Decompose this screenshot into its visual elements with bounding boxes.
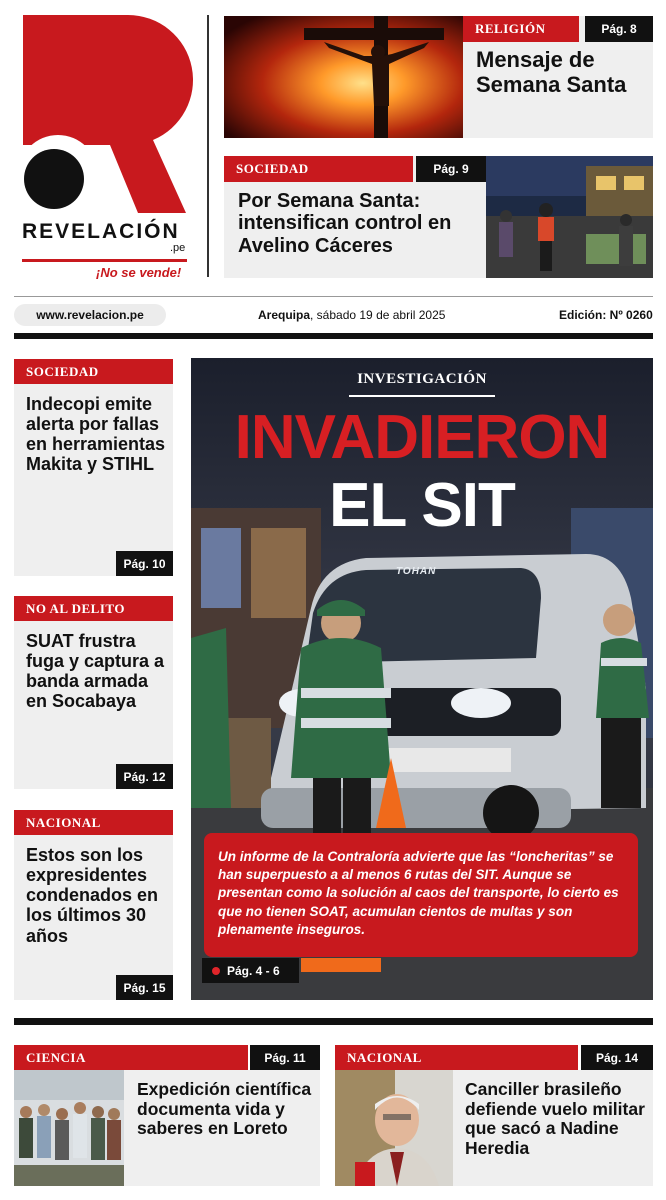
date-line <box>258 308 445 322</box>
story-headline[interactable]: Expedición científica documenta vida y saberes en Loreto <box>137 1079 312 1139</box>
brand-name: REVELACIÓN <box>22 220 180 243</box>
crucifix-sunset-photo <box>224 16 463 138</box>
website-pill[interactable]: www.revelacion.pe <box>14 304 166 326</box>
section-tag[interactable]: SOCIEDAD <box>224 156 413 182</box>
edition <box>559 308 653 322</box>
date: , sábado 19 de abril 2025 <box>310 308 446 322</box>
story-headline[interactable]: Mensaje de Semana Santa <box>476 47 627 97</box>
revelacion-r-logo-icon <box>18 15 193 220</box>
page-label: Pág. 4 - 6 <box>227 963 280 978</box>
expedition-group-photo <box>14 1070 124 1186</box>
logo-divider <box>22 259 187 262</box>
section-tag[interactable]: SOCIEDAD <box>14 359 173 384</box>
page-tag[interactable]: Pág. 15 <box>116 975 173 1000</box>
info-bar-bottom-rule <box>14 333 653 339</box>
section-tag[interactable]: RELIGIÓN <box>463 16 579 42</box>
section-tag[interactable]: NACIONAL <box>14 810 173 835</box>
story-headline[interactable]: Indecopi emite alerta por fallas en herramientas Makita y STIHL <box>26 394 166 475</box>
info-bar-top-rule <box>14 296 653 297</box>
page-tag[interactable]: Pág. 9 <box>416 156 486 182</box>
top-story-religion[interactable] <box>224 16 653 138</box>
market-night-photo <box>486 156 653 278</box>
masthead-logo[interactable] <box>18 15 193 280</box>
main-page-tag[interactable] <box>202 958 299 983</box>
left-story-2[interactable] <box>14 596 173 789</box>
main-headline-line1[interactable]: INVADIERON <box>234 403 610 472</box>
brand-slogan: ¡No se vende! <box>96 265 182 280</box>
brand-domain-suffix: .pe <box>170 242 186 254</box>
main-headline-line2[interactable]: EL SIT <box>329 471 515 540</box>
chancellor-photo <box>335 1070 453 1186</box>
edition-label: Edición: <box>559 308 610 322</box>
summary-text: Un informe de la Contraloría advierte que las “loncheritas” se han superpuesto a al menos 6 rutas del SIT. Aunque se presentan como la solución al caos del transporte, lo cierto es que no tienen SOAT, acumulan cientos de multas y son plenamente inseguros. <box>218 849 619 937</box>
section-tag[interactable]: NO AL DELITO <box>14 596 173 621</box>
story-headline[interactable]: Estos son los expresidentes condenados en los últimos 30 años <box>26 845 159 946</box>
page-tag[interactable]: Pág. 14 <box>581 1045 653 1070</box>
bottom-section-rule <box>14 1018 653 1025</box>
van-plate: TOHAN <box>396 566 437 577</box>
left-story-3[interactable] <box>14 810 173 1000</box>
page-tag[interactable]: Pág. 12 <box>116 764 173 789</box>
kicker: INVESTIGACIÓN <box>357 371 487 387</box>
page-tag[interactable]: Pág. 8 <box>585 16 653 42</box>
city: Arequipa <box>258 308 311 322</box>
story-headline[interactable]: Canciller brasileño defiende vuelo militar que sacó a Nadine Heredia <box>465 1079 645 1158</box>
page-tag[interactable]: Pág. 10 <box>116 551 173 576</box>
section-tag[interactable]: CIENCIA <box>14 1045 248 1070</box>
edition-number: Nº 0260 <box>609 308 653 322</box>
bottom-story-ciencia[interactable] <box>14 1045 320 1186</box>
bottom-story-nacional[interactable] <box>335 1045 653 1186</box>
bullet-dot-icon <box>212 967 220 975</box>
section-tag[interactable]: NACIONAL <box>335 1045 578 1070</box>
page-tag[interactable]: Pág. 11 <box>250 1045 320 1070</box>
story-headline[interactable]: SUAT frustra fuga y captura a banda armada en Socabaya <box>26 631 165 712</box>
left-story-1[interactable] <box>14 359 173 576</box>
kicker-rule <box>349 395 495 397</box>
masthead-divider <box>207 15 209 277</box>
top-story-sociedad[interactable] <box>224 156 653 278</box>
story-headline[interactable]: Por Semana Santa: intensifican control en Avelino Cáceres <box>238 190 452 257</box>
main-story[interactable] <box>191 358 653 1000</box>
